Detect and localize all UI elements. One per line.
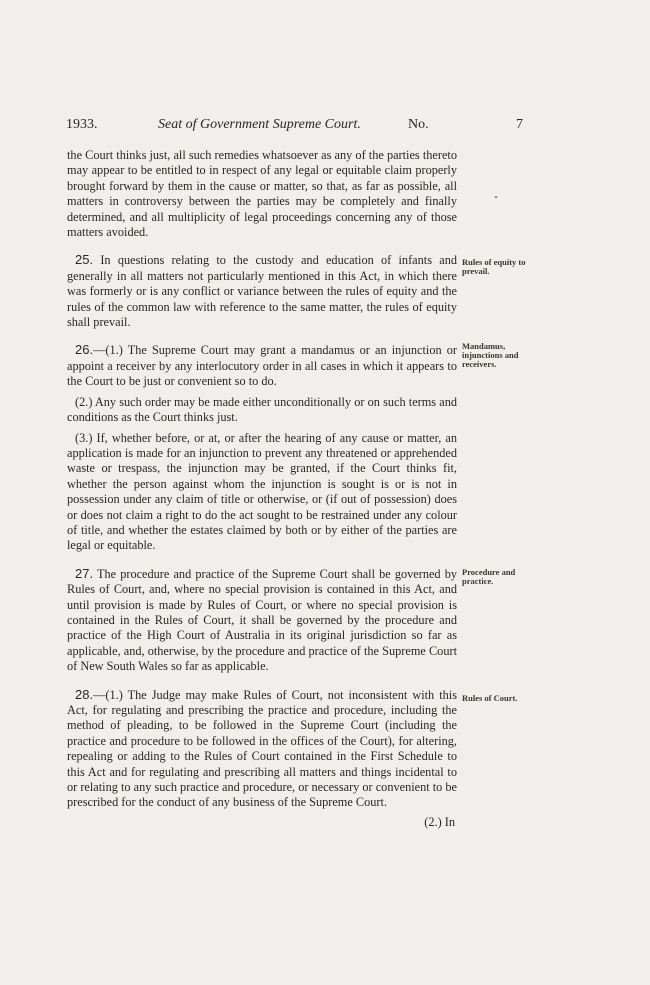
section-number: 28.	[75, 686, 94, 702]
running-header	[66, 117, 531, 135]
section-number: 27.	[75, 565, 94, 581]
section-number: 25.	[75, 252, 94, 268]
page-number: 7	[516, 117, 523, 132]
margin-note-s26: Mandamus, injunctions and receivers.	[462, 341, 519, 369]
margin-note-s28: Rules of Court.	[462, 693, 518, 703]
header-year: 1933.	[66, 117, 98, 132]
section-number: 26.	[75, 342, 94, 358]
margin-note-s25: Rules of equity to prevail.	[462, 257, 526, 276]
section-26	[67, 342, 457, 389]
body-text	[67, 148, 457, 830]
section-text: The procedure and practice of the Supreme Court shall be governed by Rules of Court, and, where no special provision is contained in this Act, and until provision is made by Rules of Court, or where no special provision is contained in the Rules of Court, it shall be governed by the procedure and practice of the High Court of Australia in its original jurisdiction so far as applicable, and, otherwise, by the procedure and practice of the Supreme Court of New South Wales so far as applicable.	[67, 566, 457, 674]
header-act-number: No.	[408, 117, 429, 132]
section-text: —(1.) The Supreme Court may grant a mandamus or an injunction or appoint a receiver by any interlocutory order in all cases in which it appears to the Court to be just or convenient so to do.	[67, 343, 457, 389]
section-text: In questions relating to the custody and education of infants and generally in all matters not particularly mentioned in this Act, in which there was formerly or is any conflict or variance between the rules of equity and the rules of the common law with reference to the same matter, the rules of equity shall prevail.	[67, 253, 457, 330]
header-title: Seat of Government Supreme Court.	[158, 117, 361, 132]
section-27	[67, 566, 457, 675]
paper-speck	[495, 196, 497, 198]
continued-catchword: (2.) In	[424, 814, 455, 829]
margin-note-s27: Procedure and practice.	[462, 567, 516, 586]
subsection-26-2: (2.) Any such order may be made either unconditionally or on such terms and conditions as the Court thinks just.	[67, 394, 457, 425]
section-28	[67, 687, 457, 811]
subsection-26-3: (3.) If, whether before, or at, or after the hearing of any cause or matter, an application is made for an injunction to prevent any threatened or apprehended waste or trespass, the injunction may be granted, if the Court thinks fit, whether the person against whom the injunction is sought is or is not in possession under any claim of title or otherwise, or (if out of possession) does or does not claim a right to do the act sought to be restrained under any colour of title, and whether the estates claimed by both or by either of the parties are legal or equitable.	[67, 430, 457, 553]
section-text: —(1.) The Judge may make Rules of Court, not inconsistent with this Act, for regulating and prescribing the practice and procedure, including the method of pleading, to be followed in the Supreme Court (including the practice and procedure to be followed in the offices of the Court), for altering, repealing or adding to the Rules of Court contained in the First Schedule to this Act and for regulating and prescribing all matters and things incidental to or relating to any such practice and procedure, or necessary or convenient to be prescribed for the conduct of any business of the Supreme Court.	[67, 687, 457, 810]
paragraph-continued: the Court thinks just, all such remedies whatsoever as any of the parties thereto may appear to be entitled to in respect of any legal or equitable claim properly brought forward by them in the cause or matter, so that, as far as possible, all matters in controversy between the parties may be completely and finally determined, and all multiplicity of legal proceedings concerning any of those matters avoided.	[67, 148, 457, 240]
section-25	[67, 252, 457, 330]
